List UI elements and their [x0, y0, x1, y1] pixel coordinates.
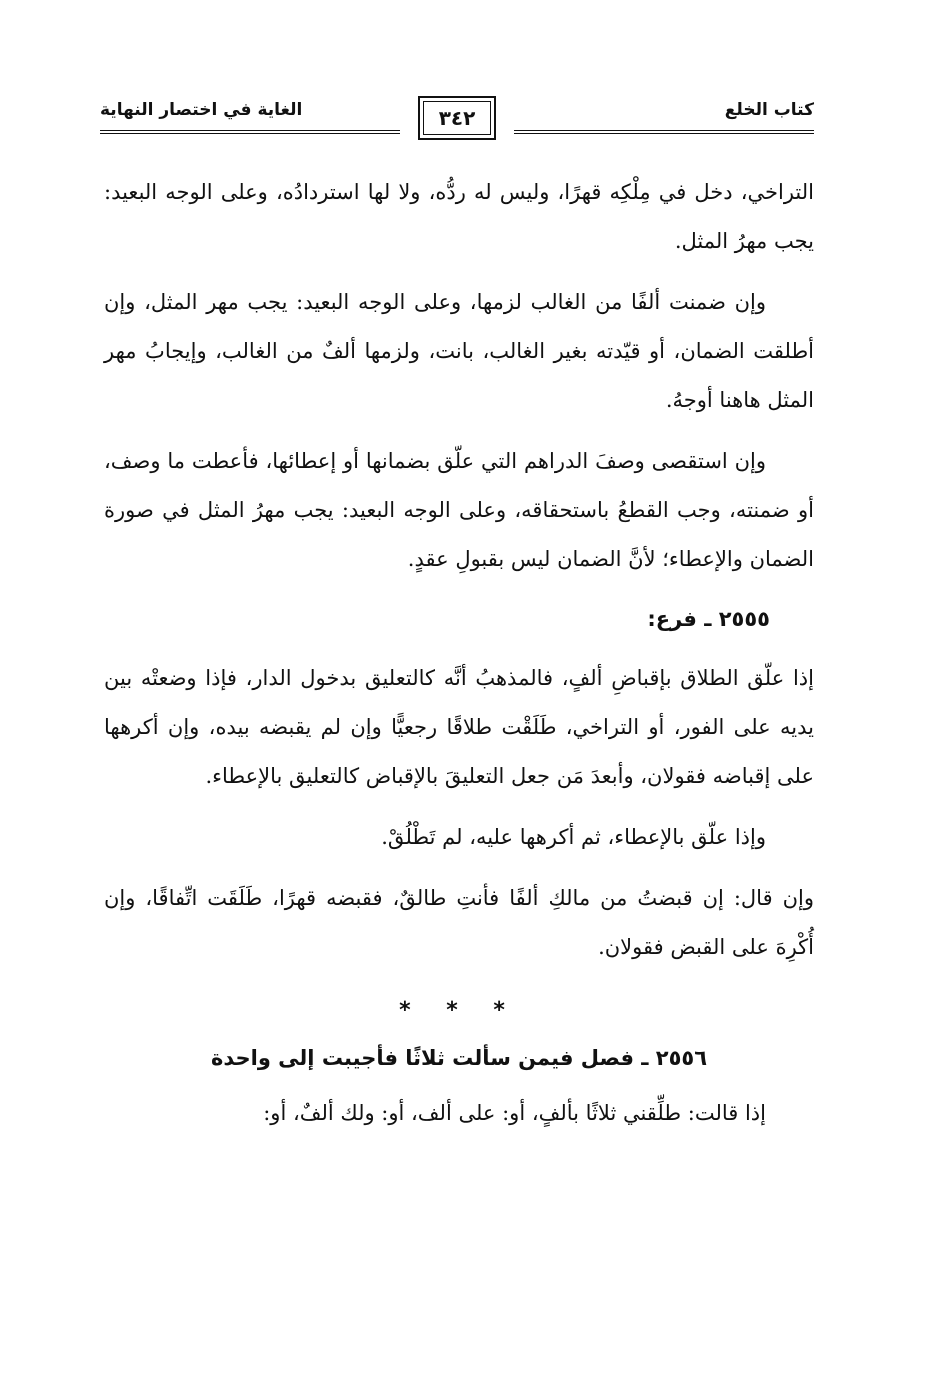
section-heading: ٢٥٥٦ ـ فصل فيمن سألت ثلاثًا فأجيبت إلى واحدة	[210, 1046, 708, 1070]
section-separator: * * *	[399, 998, 519, 1023]
branch-heading: ٢٥٥٥ ـ فرع:	[647, 607, 770, 631]
header-rule-left	[100, 130, 400, 134]
section-first-line: إذا قالت: طلِّقني ثلاثًا بألفٍ، أو: على ألف، أو: ولك ألفٌ، أو:	[263, 1101, 766, 1125]
branch-paragraph: وإذا علّق بالإعطاء، ثم أكرهها عليه، لم تَطْلُقْ.	[381, 825, 766, 849]
page-number-frame	[418, 96, 496, 140]
book-title-running-head: الغاية في اختصار النهاية	[100, 100, 303, 120]
branch-paragraph: وإن قال: إن قبضتُ من مالكِ ألفًا فأنتِ طالقٌ، فقبضه قهرًا، طَلَقَت اتِّفاقًا، وإن أُكْرِهَ على القبض فقولان.	[104, 886, 814, 959]
page-header	[100, 96, 814, 136]
chapter-running-head: كتاب الخلع	[724, 100, 814, 120]
paragraph: وإن استقصى وصفَ الدراهم التي علّق بضمانها أو إعطائها، فأعطت ما وصف، أو ضمنته، وجب القطعُ باستحقاقه، وعلى الوجه البعيد: يجب مهرُ المثل في صورة الضمان والإعطاء؛ لأنَّ الضمان ليس بقبولِ عقدٍ.	[104, 449, 814, 571]
branch-paragraph: إذا علّق الطلاق بإقباضِ ألفٍ، فالمذهبُ أنَّه كالتعليق بدخول الدار، فإذا وضعتْه بين يديه على الفور، أو التراخي، طَلَقْت طلاقًا رجعيًّا وإن لم يقبضه بيده، وإن أكرهها على إقباضه فقولان، وأبعدَ مَن جعل التعليقَ بالإقباض كالتعليق بالإعطاء.	[104, 666, 814, 788]
paragraph-continued: التراخي، دخل في مِلْكِه قهرًا، وليس له ردُّه، ولا لها استردادُه، وعلى الوجه البعيد: يجب مهرُ المثل.	[104, 180, 814, 253]
page-number: ٣٤٢	[438, 106, 476, 130]
body-text	[104, 168, 814, 1150]
paragraph: وإن ضمنت ألفًا من الغالب لزمها، وعلى الوجه البعيد: يجب مهر المثل، وإن أطلقت الضمان، أو قيّدته بغير الغالب، بانت، ولزمها ألفٌ من الغالب، وإيجابُ مهر المثل هاهنا أوجهُ.	[104, 290, 814, 412]
header-rule-right	[514, 130, 814, 134]
